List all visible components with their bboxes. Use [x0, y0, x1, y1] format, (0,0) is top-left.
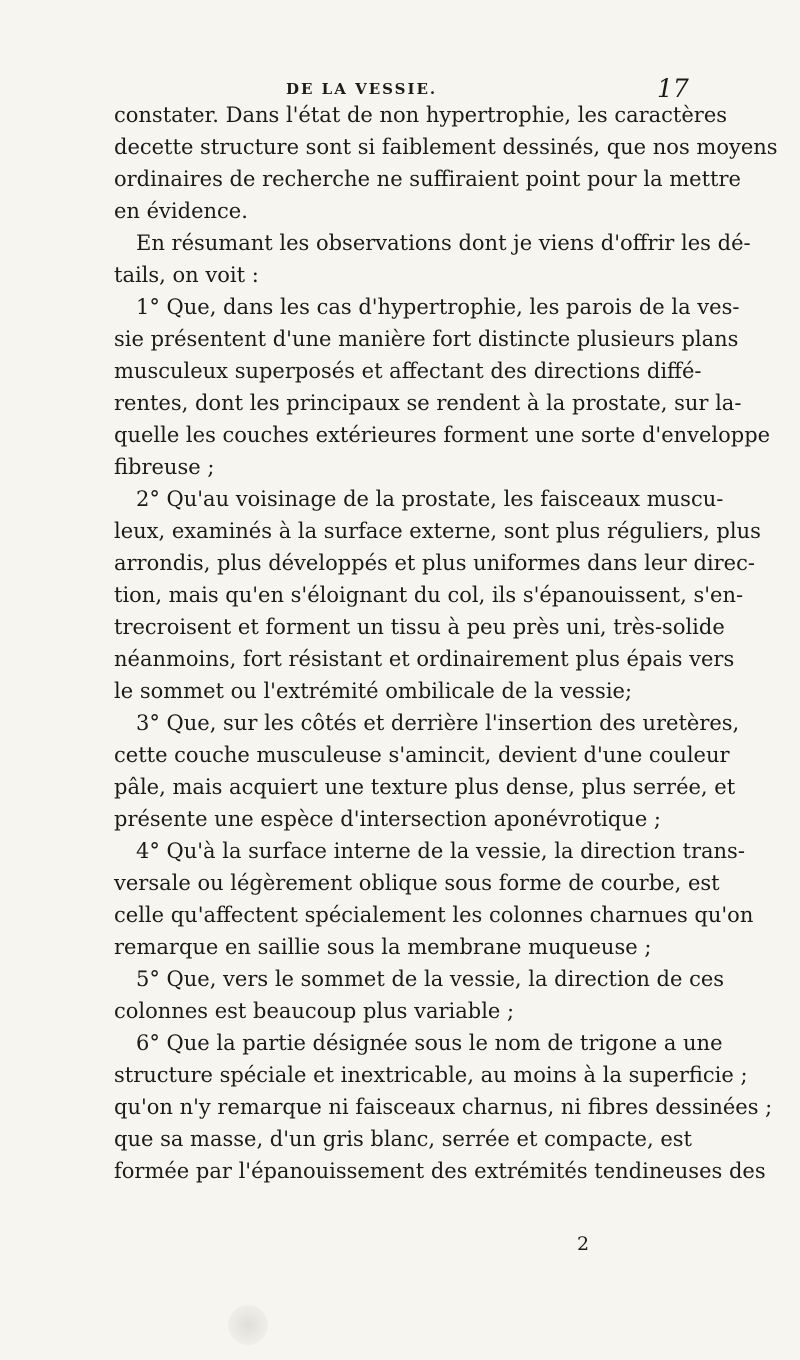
text-line: en évidence. — [114, 199, 248, 223]
text-line: présente une espèce d'intersection aponévrotique ; — [114, 807, 662, 831]
text-line: qu'on n'y remarque ni faisceaux charnus, ni fibres dessinées ; — [114, 1095, 773, 1119]
text-line: formée par l'épanouissement des extrémités tendineuses des — [114, 1159, 766, 1183]
text-line: decette structure sont si faiblement dessinés, que nos moyens — [114, 135, 778, 159]
text-line: trecroisent et forment un tissu à peu près uni, très-solide — [114, 615, 725, 639]
text-line: pâle, mais acquiert une texture plus dense, plus serrée, et — [114, 775, 736, 799]
ink-smudge — [228, 1305, 268, 1345]
text-line: tails, on voit : — [114, 263, 259, 287]
text-line: cette couche musculeuse s'amincit, devient d'une couleur — [114, 743, 730, 767]
text-line: sie présentent d'une manière fort distincte plusieurs plans — [114, 327, 739, 351]
body-text — [114, 99, 778, 1187]
text-line: rentes, dont les principaux se rendent à la prostate, sur la- — [114, 391, 742, 415]
text-line: structure spéciale et inextricable, au moins à la superficie ; — [114, 1063, 748, 1087]
text-line: tion, mais qu'en s'éloignant du col, ils s'épanouissent, s'en- — [114, 583, 744, 607]
text-line: le sommet ou l'extrémité ombilicale de la vessie; — [114, 679, 633, 703]
text-line: 1° Que, dans les cas d'hypertrophie, les parois de la ves- — [136, 295, 740, 319]
text-line: versale ou légèrement oblique sous forme de courbe, est — [114, 871, 720, 895]
text-line: celle qu'affectent spécialement les colonnes charnues qu'on — [114, 903, 754, 927]
text-line: arrondis, plus développés et plus uniformes dans leur direc- — [114, 551, 755, 575]
text-line: constater. Dans l'état de non hypertrophie, les caractères — [114, 103, 728, 127]
text-line: quelle les couches extérieures forment une sorte d'enveloppe — [114, 423, 771, 447]
page-number: 17 — [657, 74, 689, 103]
text-line: musculeux superposés et affectant des directions diffé- — [114, 359, 702, 383]
text-line: 3° Que, sur les côtés et derrière l'insertion des uretères, — [136, 711, 740, 735]
text-line: En résumant les observations dont je viens d'offrir les dé- — [136, 231, 751, 255]
running-head: DE LA VESSIE. — [286, 80, 438, 98]
text-line: néanmoins, fort résistant et ordinairement plus épais vers — [114, 647, 735, 671]
text-line: 4° Qu'à la surface interne de la vessie, la direction trans- — [136, 839, 745, 863]
text-line: ordinaires de recherche ne suffiraient point pour la mettre — [114, 167, 741, 191]
text-line: 6° Que la partie désignée sous le nom de trigone a une — [136, 1031, 723, 1055]
text-line: que sa masse, d'un gris blanc, serrée et compacte, est — [114, 1127, 692, 1151]
text-line: leux, examinés à la surface externe, sont plus réguliers, plus — [114, 519, 761, 543]
text-line: 2° Qu'au voisinage de la prostate, les faisceaux muscu- — [136, 487, 724, 511]
signature-mark: 2 — [577, 1233, 590, 1255]
text-line: colonnes est beaucoup plus variable ; — [114, 999, 515, 1023]
text-line: fibreuse ; — [114, 455, 215, 479]
text-line: remarque en saillie sous la membrane muqueuse ; — [114, 935, 652, 959]
text-line: 5° Que, vers le sommet de la vessie, la direction de ces — [136, 967, 725, 991]
